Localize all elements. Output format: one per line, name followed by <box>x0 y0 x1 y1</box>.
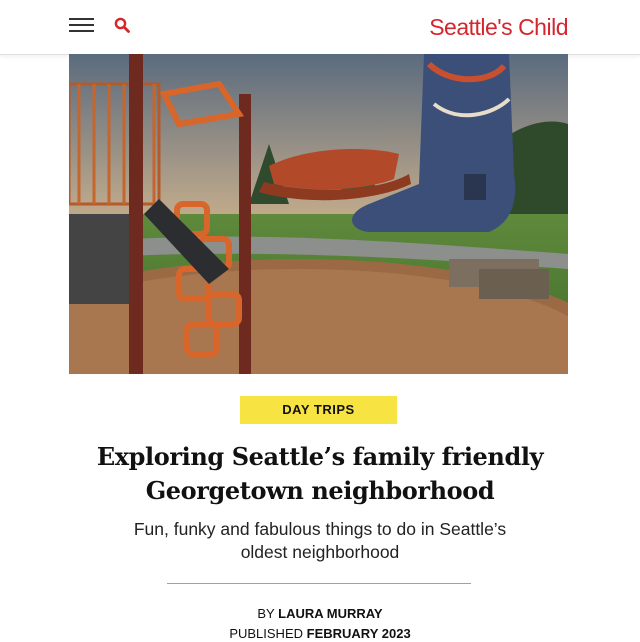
article-subtitle-line-2: oldest neighborhood <box>240 542 400 562</box>
article-title-line-2: Georgetown neighborhood <box>145 476 495 505</box>
site-logo[interactable]: Seattle's Child <box>429 14 568 40</box>
article-title-line-1: Exploring Seattle’s family friendly <box>96 442 544 471</box>
article-subtitle <box>60 518 580 564</box>
divider <box>167 583 471 584</box>
byline <box>0 605 640 622</box>
by-label: BY <box>257 606 275 621</box>
author-link[interactable]: LAURA MURRAY <box>278 606 383 621</box>
search-icon[interactable] <box>114 17 130 33</box>
hamburger-icon[interactable] <box>69 18 94 32</box>
category-badge[interactable]: DAY TRIPS <box>240 396 397 424</box>
published-line <box>0 625 640 642</box>
article-title <box>40 440 600 508</box>
published-label: PUBLISHED <box>229 626 304 641</box>
published-date: FEBRUARY 2023 <box>306 626 411 641</box>
site-header <box>0 0 640 55</box>
hero-image <box>69 54 568 374</box>
article-subtitle-line-1: Fun, funky and fabulous things to do in Seattle’s <box>133 519 507 539</box>
